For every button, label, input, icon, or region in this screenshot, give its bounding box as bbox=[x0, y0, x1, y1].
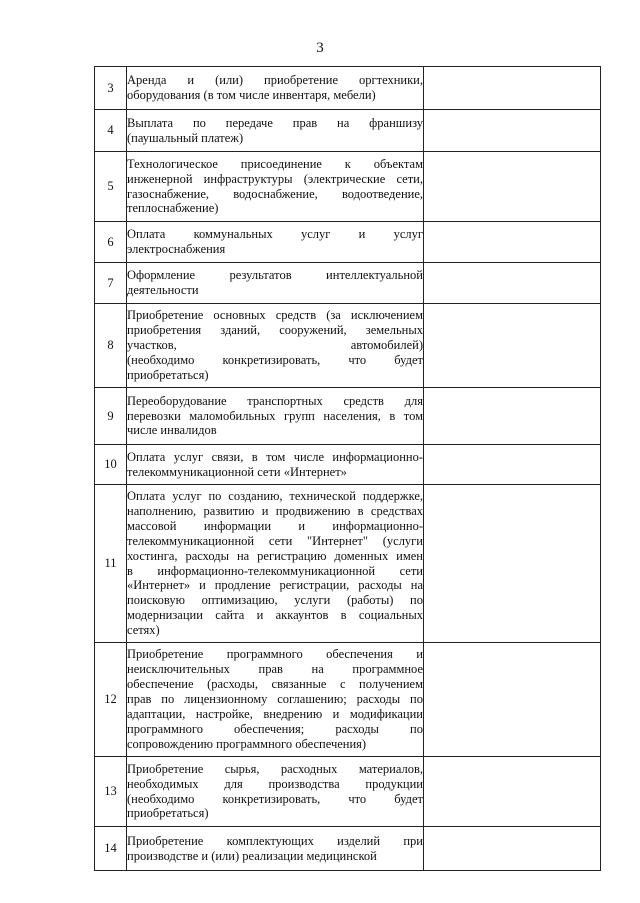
description-line: Приобретение комплектующих изделий при bbox=[127, 833, 423, 848]
description-line: сетях) bbox=[127, 623, 160, 638]
row-number: 10 bbox=[95, 445, 127, 485]
row-value-cell[interactable] bbox=[424, 263, 601, 304]
row-value-cell[interactable] bbox=[424, 445, 601, 485]
row-value-cell[interactable] bbox=[424, 643, 601, 757]
row-number: 9 bbox=[95, 388, 127, 445]
description-line: (необходимо конкретизировать, что будет bbox=[127, 791, 423, 806]
row-value-cell[interactable] bbox=[424, 304, 601, 388]
description-line: наполнению, развитию и продвижению в средствах bbox=[127, 503, 423, 518]
row-value-cell[interactable] bbox=[424, 827, 601, 871]
table-row bbox=[95, 222, 601, 263]
table-row bbox=[95, 304, 601, 388]
row-description bbox=[127, 67, 424, 110]
description-line: неисключительных прав на программное bbox=[127, 662, 423, 677]
row-description bbox=[127, 485, 424, 643]
row-value-cell[interactable] bbox=[424, 67, 601, 110]
description-line: программного обеспечения; расходы по bbox=[127, 721, 423, 736]
description-line: приобретаться) bbox=[127, 367, 209, 382]
description-line: Приобретение сырья, расходных материалов, bbox=[127, 761, 423, 776]
row-number: 8 bbox=[95, 304, 127, 388]
description-line: массовой информации и информационно- bbox=[127, 518, 423, 533]
description-line: Приобретение основных средств (за исключением bbox=[127, 308, 423, 323]
description-line: обеспечение (расходы, связанные с получением bbox=[127, 677, 423, 692]
table-row bbox=[95, 388, 601, 445]
row-description bbox=[127, 827, 424, 871]
description-line: адаптации, настройке, внедрению и модификации bbox=[127, 706, 423, 721]
description-line: Выплата по передаче прав на франшизу bbox=[127, 115, 423, 130]
description-line: телекоммуникационной сети «Интернет» bbox=[127, 464, 347, 479]
description-line: (необходимо конкретизировать, что будет bbox=[127, 352, 423, 367]
row-number: 6 bbox=[95, 222, 127, 263]
row-description bbox=[127, 222, 424, 263]
row-number: 4 bbox=[95, 110, 127, 152]
description-line: (паушальный платеж) bbox=[127, 130, 244, 145]
description-line: телекоммуникационной сети "Интернет" (услуги bbox=[127, 533, 423, 548]
row-number: 5 bbox=[95, 152, 127, 222]
description-line: Переоборудование транспортных средств для bbox=[127, 393, 423, 408]
row-number: 11 bbox=[95, 485, 127, 643]
table-row bbox=[95, 263, 601, 304]
description-line: «Интернет» и продление регистрации, расходы на bbox=[127, 578, 423, 593]
description-line: инженерной инфраструктуры (электрические сети, bbox=[127, 171, 423, 186]
description-line: Приобретение программного обеспечения и bbox=[127, 647, 423, 662]
row-description bbox=[127, 643, 424, 757]
row-value-cell[interactable] bbox=[424, 757, 601, 827]
description-line: приобретаться) bbox=[127, 806, 209, 821]
description-line: Оплата коммунальных услуг и услуг bbox=[127, 227, 423, 242]
description-line: производстве и (или) реализации медицинской bbox=[127, 848, 377, 863]
row-description bbox=[127, 445, 424, 485]
description-line: теплоснабжение) bbox=[127, 201, 219, 216]
row-number: 3 bbox=[95, 67, 127, 110]
description-line: Аренда и (или) приобретение оргтехники, bbox=[127, 73, 423, 88]
row-number: 13 bbox=[95, 757, 127, 827]
description-line: приобретения зданий, сооружений, земельных bbox=[127, 323, 423, 338]
description-line: оборудования (в том числе инвентаря, мебели) bbox=[127, 88, 376, 102]
table-row bbox=[95, 110, 601, 152]
row-value-cell[interactable] bbox=[424, 485, 601, 643]
description-line: участков, автомобилей) bbox=[127, 338, 423, 353]
description-line: хостинга, расходы на регистрацию доменных имен bbox=[127, 548, 423, 563]
description-line: модернизации сайта и аккаунтов в социальных bbox=[127, 608, 423, 623]
description-line: числе инвалидов bbox=[127, 423, 217, 438]
table-row bbox=[95, 152, 601, 222]
row-description bbox=[127, 388, 424, 445]
row-description bbox=[127, 263, 424, 304]
page-number: 3 bbox=[316, 40, 324, 56]
table-row bbox=[95, 485, 601, 643]
row-description bbox=[127, 110, 424, 152]
row-number: 14 bbox=[95, 827, 127, 871]
description-line: электроснабжения bbox=[127, 242, 226, 256]
row-value-cell[interactable] bbox=[424, 388, 601, 445]
row-description bbox=[127, 304, 424, 388]
description-line: деятельности bbox=[127, 283, 199, 297]
table-row bbox=[95, 643, 601, 757]
expenses-table-body bbox=[95, 67, 601, 871]
description-line: Оплата услуг по созданию, технической поддержке, bbox=[127, 488, 423, 503]
description-line: поисковую оптимизацию, услуги (работы) по bbox=[127, 593, 423, 608]
description-line: Оформление результатов интеллектуальной bbox=[127, 268, 423, 283]
row-number: 7 bbox=[95, 263, 127, 304]
description-line: сопровождению программного обеспечения) bbox=[127, 736, 367, 751]
table-row bbox=[95, 67, 601, 110]
description-line: Оплата услуг связи, в том числе информационно- bbox=[127, 449, 423, 464]
description-line: в информационно-телекоммуникационной сети bbox=[127, 563, 423, 578]
description-line: газоснабжение, водоснабжение, водоотведение, bbox=[127, 186, 423, 201]
row-value-cell[interactable] bbox=[424, 110, 601, 152]
description-line: перевозки маломобильных групп населения, в том bbox=[127, 408, 423, 423]
row-description bbox=[127, 757, 424, 827]
table-row bbox=[95, 445, 601, 485]
description-line: необходимых для производства продукции bbox=[127, 776, 423, 791]
row-value-cell[interactable] bbox=[424, 152, 601, 222]
description-line: прав по лицензионному соглашению; расходы по bbox=[127, 692, 423, 707]
row-number: 12 bbox=[95, 643, 127, 757]
table-row bbox=[95, 827, 601, 871]
expenses-table bbox=[94, 66, 601, 871]
description-line: Технологическое присоединение к объектам bbox=[127, 156, 423, 171]
row-description bbox=[127, 152, 424, 222]
table-row bbox=[95, 757, 601, 827]
row-value-cell[interactable] bbox=[424, 222, 601, 263]
